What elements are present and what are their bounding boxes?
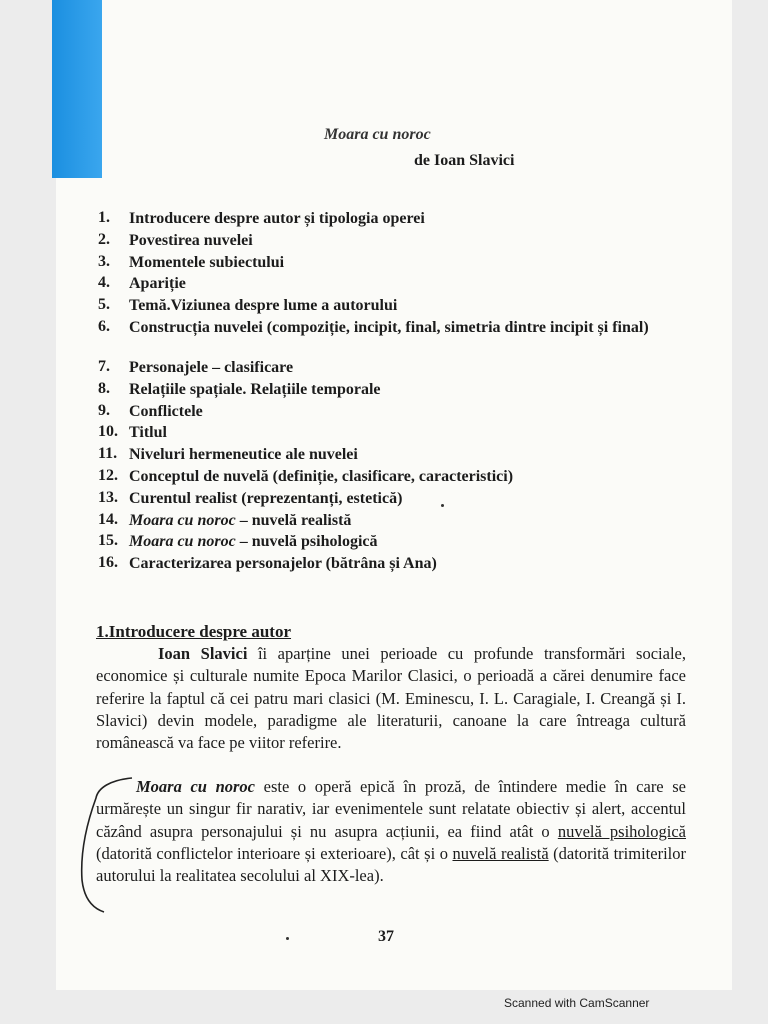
pen-bracket-mark [70,770,150,920]
document-title: Moara cu noroc [324,126,431,143]
section-heading: 1.Introducere despre autor [96,622,292,641]
paragraph-intro: Ioan Slavici îi aparține unei perioade cu profunde transformări sociale, economice și culturale numite Epoca Marilor Clasici, o perioadă a cărei denumire face referire la faptul că cei patru mari clasici (M. Eminescu, I. L. Caragiale, I. Creangă și I. Slavici) devin modele, paradigme ale literaturii, canoane la care întreaga cultură românească va face pe viitor referire. [96,644,686,753]
paragraph-work-description: Moara cu noroc este o operă epică în proză, de întindere medie în care se urmărește un singur fir narativ, iar evenimentele sunt relatate obiectiv și alert, accentul căzând asupra personajului și nu asupra acțiunii, ea fiind atât o nuvelă psihologică (datorită conflictelor interioare și exterioare), cât și o nuvelă realistă (datorită trimiterilor autorului la realitatea secolului al XIX-lea). [96,777,687,886]
toc-item-italic: Moara cu noroc [129,533,236,551]
document-author: de Ioan Slavici [414,152,515,169]
ink-speck [441,504,444,507]
toc-item-italic: Moara cu noroc [129,511,236,529]
blue-page-tab [52,0,102,178]
scanner-watermark: Scanned with CamScanner [504,996,650,1010]
page-number: 37 [378,928,394,945]
ink-speck [286,937,289,940]
